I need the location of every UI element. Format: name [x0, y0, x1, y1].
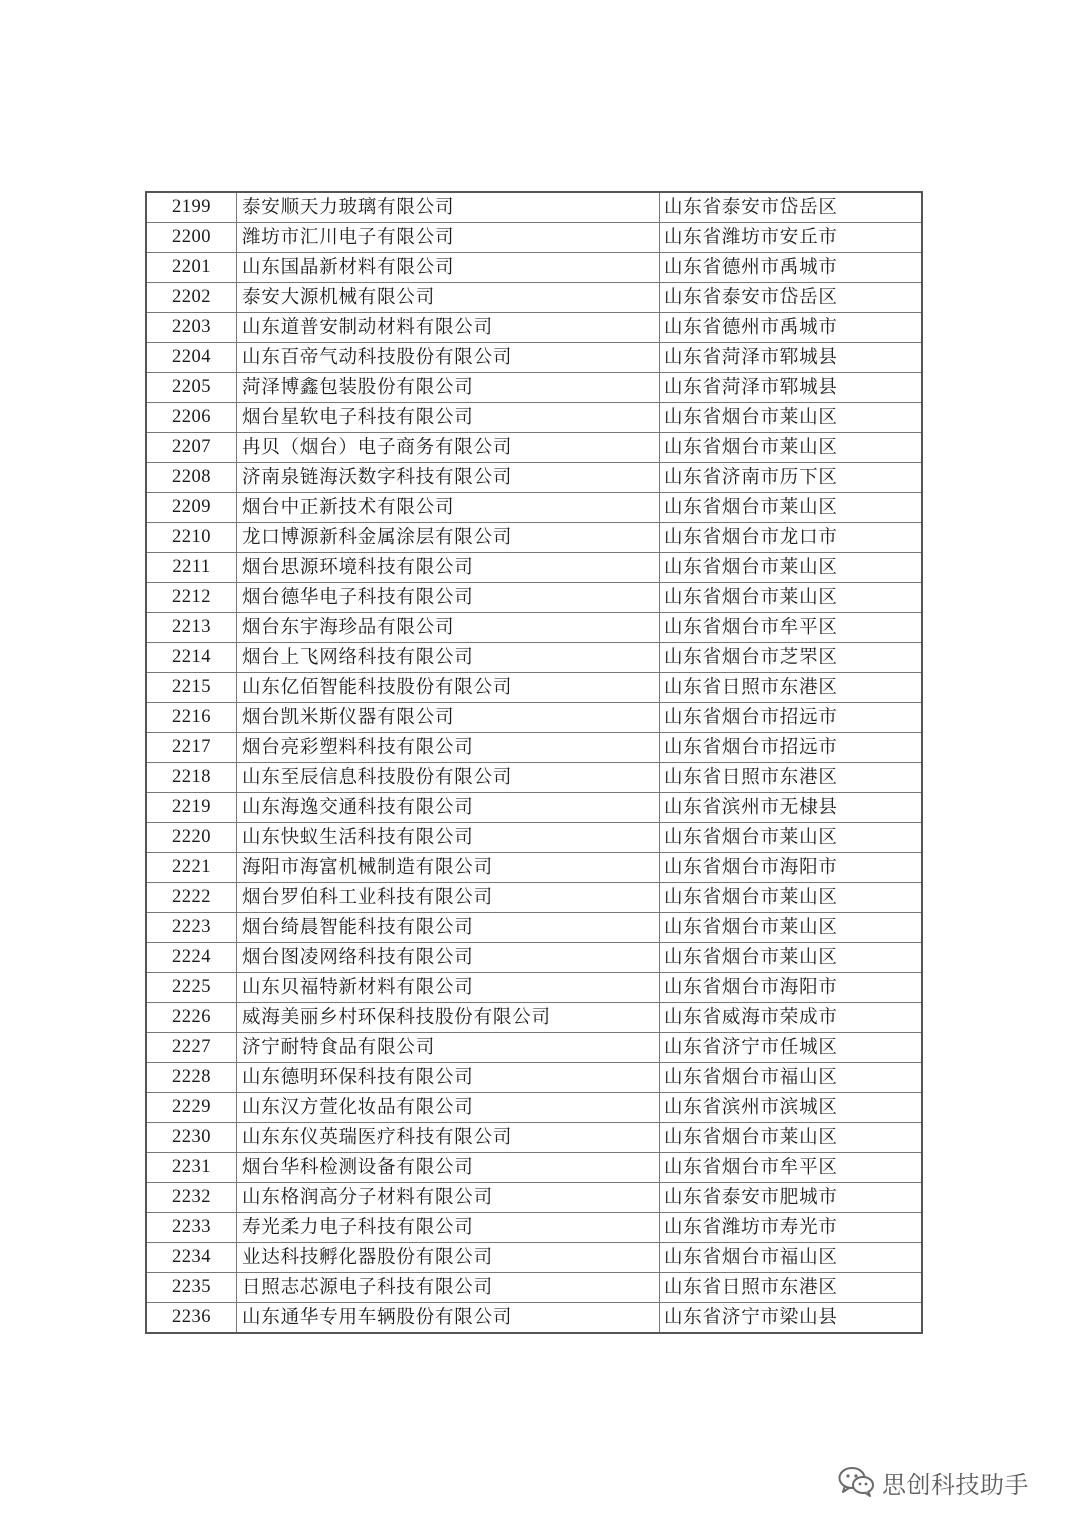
company-table-body	[146, 192, 922, 1333]
company-name-cell: 烟台中正新技术有限公司	[237, 493, 660, 523]
company-name-cell: 龙口博源新科金属涂层有限公司	[237, 523, 660, 553]
region-cell: 山东省济宁市任城区	[660, 1033, 923, 1063]
company-name-cell: 山东格润高分子材料有限公司	[237, 1183, 660, 1213]
table-row	[146, 1033, 922, 1063]
region-cell: 山东省菏泽市郓城县	[660, 343, 923, 373]
company-name-cell: 烟台图凌网络科技有限公司	[237, 943, 660, 973]
company-name-cell: 烟台上飞网络科技有限公司	[237, 643, 660, 673]
row-number-cell: 2199	[146, 192, 237, 223]
row-number-cell: 2205	[146, 373, 237, 403]
company-name-cell: 烟台德华电子科技有限公司	[237, 583, 660, 613]
company-name-cell: 山东百帝气动科技股份有限公司	[237, 343, 660, 373]
table-row	[146, 253, 922, 283]
table-row	[146, 343, 922, 373]
company-name-cell: 海阳市海富机械制造有限公司	[237, 853, 660, 883]
region-cell: 山东省潍坊市安丘市	[660, 223, 923, 253]
table-row	[146, 433, 922, 463]
table-row	[146, 493, 922, 523]
table-row	[146, 1063, 922, 1093]
table-row	[146, 1213, 922, 1243]
company-name-cell: 山东道普安制动材料有限公司	[237, 313, 660, 343]
region-cell: 山东省威海市荣成市	[660, 1003, 923, 1033]
row-number-cell: 2207	[146, 433, 237, 463]
company-name-cell: 威海美丽乡村环保科技股份有限公司	[237, 1003, 660, 1033]
table-row	[146, 1243, 922, 1273]
table-row	[146, 613, 922, 643]
row-number-cell: 2235	[146, 1273, 237, 1303]
region-cell: 山东省烟台市福山区	[660, 1243, 923, 1273]
region-cell: 山东省烟台市福山区	[660, 1063, 923, 1093]
row-number-cell: 2231	[146, 1153, 237, 1183]
row-number-cell: 2203	[146, 313, 237, 343]
table-row	[146, 733, 922, 763]
region-cell: 山东省烟台市莱山区	[660, 553, 923, 583]
company-name-cell: 山东国晶新材料有限公司	[237, 253, 660, 283]
row-number-cell: 2228	[146, 1063, 237, 1093]
region-cell: 山东省烟台市龙口市	[660, 523, 923, 553]
company-name-cell: 山东亿佰智能科技股份有限公司	[237, 673, 660, 703]
region-cell: 山东省烟台市莱山区	[660, 823, 923, 853]
company-name-cell: 冉贝（烟台）电子商务有限公司	[237, 433, 660, 463]
row-number-cell: 2219	[146, 793, 237, 823]
company-name-cell: 烟台思源环境科技有限公司	[237, 553, 660, 583]
region-cell: 山东省日照市东港区	[660, 673, 923, 703]
row-number-cell: 2202	[146, 283, 237, 313]
company-name-cell: 烟台亮彩塑料科技有限公司	[237, 733, 660, 763]
table-row	[146, 853, 922, 883]
table-row	[146, 1003, 922, 1033]
region-cell: 山东省烟台市莱山区	[660, 943, 923, 973]
row-number-cell: 2217	[146, 733, 237, 763]
company-name-cell: 济南泉链海沃数字科技有限公司	[237, 463, 660, 493]
company-name-cell: 潍坊市汇川电子有限公司	[237, 223, 660, 253]
company-name-cell: 烟台东宇海珍品有限公司	[237, 613, 660, 643]
region-cell: 山东省滨州市无棣县	[660, 793, 923, 823]
region-cell: 山东省烟台市牟平区	[660, 1153, 923, 1183]
table-row	[146, 1303, 922, 1334]
row-number-cell: 2236	[146, 1303, 237, 1334]
region-cell: 山东省泰安市肥城市	[660, 1183, 923, 1213]
region-cell: 山东省滨州市滨城区	[660, 1093, 923, 1123]
company-name-cell: 山东东仪英瑞医疗科技有限公司	[237, 1123, 660, 1153]
row-number-cell: 2226	[146, 1003, 237, 1033]
region-cell: 山东省烟台市莱山区	[660, 583, 923, 613]
table-row	[146, 1123, 922, 1153]
region-cell: 山东省烟台市莱山区	[660, 913, 923, 943]
table-row	[146, 313, 922, 343]
region-cell: 山东省烟台市牟平区	[660, 613, 923, 643]
row-number-cell: 2221	[146, 853, 237, 883]
table-row	[146, 192, 922, 223]
company-name-cell: 寿光柔力电子科技有限公司	[237, 1213, 660, 1243]
table-row	[146, 673, 922, 703]
region-cell: 山东省济宁市梁山县	[660, 1303, 923, 1334]
region-cell: 山东省德州市禹城市	[660, 313, 923, 343]
row-number-cell: 2201	[146, 253, 237, 283]
region-cell: 山东省烟台市海阳市	[660, 973, 923, 1003]
company-name-cell: 山东通华专用车辆股份有限公司	[237, 1303, 660, 1334]
table-row	[146, 943, 922, 973]
company-name-cell: 烟台凯米斯仪器有限公司	[237, 703, 660, 733]
table-row	[146, 553, 922, 583]
row-number-cell: 2210	[146, 523, 237, 553]
row-number-cell: 2225	[146, 973, 237, 1003]
row-number-cell: 2213	[146, 613, 237, 643]
row-number-cell: 2218	[146, 763, 237, 793]
company-name-cell: 山东至辰信息科技股份有限公司	[237, 763, 660, 793]
row-number-cell: 2220	[146, 823, 237, 853]
row-number-cell: 2222	[146, 883, 237, 913]
region-cell: 山东省烟台市招远市	[660, 703, 923, 733]
company-name-cell: 烟台罗伯科工业科技有限公司	[237, 883, 660, 913]
region-cell: 山东省日照市东港区	[660, 1273, 923, 1303]
company-table	[145, 191, 923, 1334]
company-name-cell: 济宁耐特食品有限公司	[237, 1033, 660, 1063]
company-name-cell: 业达科技孵化器股份有限公司	[237, 1243, 660, 1273]
row-number-cell: 2208	[146, 463, 237, 493]
table-row	[146, 1183, 922, 1213]
company-name-cell: 烟台绮晨智能科技有限公司	[237, 913, 660, 943]
row-number-cell: 2214	[146, 643, 237, 673]
table-row	[146, 523, 922, 553]
row-number-cell: 2215	[146, 673, 237, 703]
row-number-cell: 2223	[146, 913, 237, 943]
row-number-cell: 2229	[146, 1093, 237, 1123]
region-cell: 山东省烟台市招远市	[660, 733, 923, 763]
row-number-cell: 2212	[146, 583, 237, 613]
company-name-cell: 日照志芯源电子科技有限公司	[237, 1273, 660, 1303]
row-number-cell: 2232	[146, 1183, 237, 1213]
row-number-cell: 2200	[146, 223, 237, 253]
company-name-cell: 山东德明环保科技有限公司	[237, 1063, 660, 1093]
row-number-cell: 2233	[146, 1213, 237, 1243]
row-number-cell: 2216	[146, 703, 237, 733]
company-name-cell: 烟台华科检测设备有限公司	[237, 1153, 660, 1183]
watermark	[838, 1462, 1029, 1502]
row-number-cell: 2230	[146, 1123, 237, 1153]
table-row	[146, 1093, 922, 1123]
row-number-cell: 2227	[146, 1033, 237, 1063]
table-row	[146, 373, 922, 403]
company-name-cell: 菏泽博鑫包装股份有限公司	[237, 373, 660, 403]
table-row	[146, 403, 922, 433]
table-row	[146, 763, 922, 793]
row-number-cell: 2206	[146, 403, 237, 433]
row-number-cell: 2204	[146, 343, 237, 373]
company-name-cell: 烟台星软电子科技有限公司	[237, 403, 660, 433]
row-number-cell: 2234	[146, 1243, 237, 1273]
table-row	[146, 283, 922, 313]
row-number-cell: 2224	[146, 943, 237, 973]
region-cell: 山东省烟台市莱山区	[660, 493, 923, 523]
table-row	[146, 1153, 922, 1183]
table-row	[146, 823, 922, 853]
region-cell: 山东省烟台市莱山区	[660, 403, 923, 433]
region-cell: 山东省泰安市岱岳区	[660, 283, 923, 313]
table-row	[146, 1273, 922, 1303]
table-row	[146, 583, 922, 613]
region-cell: 山东省烟台市莱山区	[660, 1123, 923, 1153]
company-name-cell: 山东海逸交通科技有限公司	[237, 793, 660, 823]
company-name-cell: 山东汉方萱化妆品有限公司	[237, 1093, 660, 1123]
region-cell: 山东省日照市东港区	[660, 763, 923, 793]
region-cell: 山东省菏泽市郓城县	[660, 373, 923, 403]
region-cell: 山东省济南市历下区	[660, 463, 923, 493]
region-cell: 山东省烟台市莱山区	[660, 883, 923, 913]
company-name-cell: 山东快蚁生活科技有限公司	[237, 823, 660, 853]
region-cell: 山东省潍坊市寿光市	[660, 1213, 923, 1243]
company-name-cell: 山东贝福特新材料有限公司	[237, 973, 660, 1003]
row-number-cell: 2211	[146, 553, 237, 583]
table-row	[146, 463, 922, 493]
region-cell: 山东省泰安市岱岳区	[660, 192, 923, 223]
row-number-cell: 2209	[146, 493, 237, 523]
table-row	[146, 883, 922, 913]
company-name-cell: 泰安顺天力玻璃有限公司	[237, 192, 660, 223]
region-cell: 山东省德州市禹城市	[660, 253, 923, 283]
region-cell: 山东省烟台市芝罘区	[660, 643, 923, 673]
table-row	[146, 643, 922, 673]
table-row	[146, 703, 922, 733]
table-row	[146, 223, 922, 253]
region-cell: 山东省烟台市莱山区	[660, 433, 923, 463]
region-cell: 山东省烟台市海阳市	[660, 853, 923, 883]
table-row	[146, 793, 922, 823]
wechat-icon	[838, 1466, 876, 1498]
watermark-text: 思创科技助手	[882, 1470, 1029, 1499]
company-name-cell: 泰安大源机械有限公司	[237, 283, 660, 313]
table-row	[146, 973, 922, 1003]
table-row	[146, 913, 922, 943]
